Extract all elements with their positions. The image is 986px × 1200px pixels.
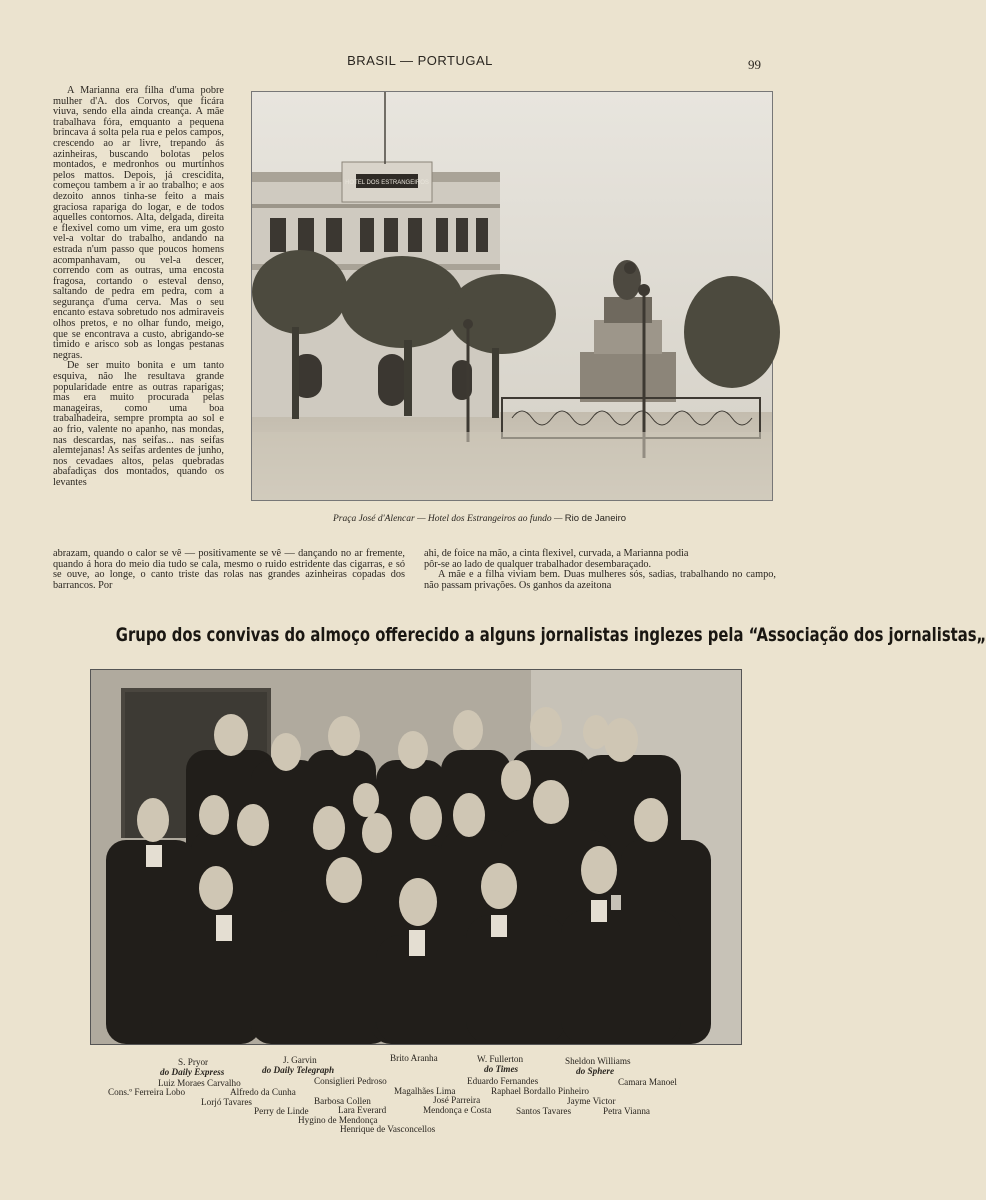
person-name: Santos Tavares	[516, 1106, 572, 1116]
article-continuation-left: abrazam, quando o calor se vê — positivamente se vê — dançando no ar fremente, quando á hora do meio dia tudo se cala, mesmo o ruido estridente das cigarras, e só se ouve, ao longe, o canto triste das rolas nas grandes azinheiras copadas dos barrancos. Por	[53, 548, 405, 591]
photo-caption	[333, 513, 763, 524]
article-continuation-right	[424, 549, 776, 591]
group-photo-headline: Grupo dos convivas do almoço offerecido a alguns jornalistas inglezes pela “Associação dos jornalistas„	[115, 624, 986, 646]
person-name: Eduardo Fernandes	[467, 1076, 539, 1086]
running-title: BRASIL — PORTUGAL	[347, 53, 493, 68]
hotel-sign: HOTEL DOS ESTRANGEIROS	[345, 180, 429, 186]
person-name: S. Pryor	[178, 1057, 209, 1067]
person-name: Raphael Bordallo Pinheiro	[491, 1086, 589, 1096]
affiliation-text: do Daily Telegraph	[262, 1065, 335, 1075]
hotel-photo	[251, 91, 773, 501]
person-name: Mendonça e Costa	[423, 1105, 492, 1115]
article-paragraph: De ser muito bonita e um tanto esquiva, não lhe resultava grande popularidade entre as outras raparigas; mas era muito procurada pelas manageiras, como uma boa trabalhadeira, sempre prompta ao sol e ao frio, valente no apanho, nas mondas, nas descardas, nas seifas... nas seifas alemtejanas! As seifas ardentes de junho, nos cevadaes altos, pelas quebradas abafadiças dos montados, quando os levantes	[53, 360, 224, 488]
person-name: Barbosa Collen	[314, 1096, 371, 1106]
person-name: Petra Vianna	[603, 1106, 650, 1116]
person-name: Lorjó Tavares	[201, 1097, 252, 1107]
caption-text: Praça José d'Alencar — Hotel dos Estrangeiros ao fundo —	[333, 514, 563, 524]
affiliation-text: do Daily Express	[160, 1067, 225, 1077]
affiliation-text: do Sphere	[576, 1066, 615, 1076]
group-photo	[90, 669, 742, 1045]
caption-place: Rio de Janeiro	[564, 513, 627, 524]
person-name: Hygino de Mendonça	[298, 1115, 378, 1125]
person-name: Henrique de Vasconcellos	[340, 1124, 436, 1134]
person-name: Brito Aranha	[390, 1053, 438, 1063]
person-name: Magalhães Lima	[394, 1086, 456, 1096]
person-affiliation	[484, 1064, 518, 1074]
page-number: 99	[748, 57, 761, 72]
person-name: Cons.º Ferreira Lobo	[108, 1087, 186, 1097]
person-affiliation	[262, 1065, 334, 1075]
affiliation-text: do Times	[484, 1064, 519, 1074]
person-name: Camara Manoel	[618, 1077, 677, 1087]
person-name: J. Garvin	[283, 1055, 317, 1065]
person-name: Luiz Moraes Carvalho	[158, 1078, 241, 1088]
person-name: José Parreira	[433, 1095, 481, 1105]
article-column-left	[53, 86, 224, 489]
person-name: Sheldon Williams	[565, 1056, 631, 1066]
person-name: Alfredo da Cunha	[230, 1087, 296, 1097]
person-name: Perry de Linde	[254, 1106, 309, 1116]
person-name: W. Fullerton	[477, 1054, 524, 1064]
article-line: pôr-se ao lado de qualquer trabalhador desembaraçado.	[424, 558, 652, 570]
person-name: Lara Everard	[338, 1105, 387, 1115]
article-line: A mãe e a filha viviam bem. Duas mulheres sós, sadias, trabalhando no campo, não passam privações. Os ganhos da azeitona	[424, 569, 776, 591]
article-paragraph: A Marianna era filha d'uma pobre mulher d'A. dos Corvos, que ficára viuva, sendo ella ainda creança. A mãe trabalhava fóra, emquanto a pequena brincava á solta pela rua e pelos campos, crescendo ao ar livre, trepando ás azinheiras, buscando bolotas pelos montados, e medronhos ou murtinhos pelos mattos. Depois, já crescidita, começou tambem a ir ao trabalho; e aos dezoito annos tinha-se feito a mais graciosa rapariga do logar, e de todos aquelles contornos. Alta, delgada, direita e flexivel como um vime, era um gosto vel-a voltar do trabalho, andando na estrada n'um passo que poucos homens acompanhavam, ou vel-a descer, correndo com as outras, uma encosta fragosa, cortando o esteval denso, saltando de pedra em pedra, com a segurança d'uma cerva. Mas o seu encanto estava sobretudo nos admiraveis olhos pretos, e no olhar fundo, meigo, que se encontrava a custo, abrigando-se timido e arisco sob as longas pestanas negras.	[53, 85, 224, 361]
person-affiliation	[160, 1067, 224, 1077]
person-affiliation	[576, 1066, 614, 1076]
article-line: ahi, de foice na mão, a cinta flexivel, curvada, a Marianna podia	[424, 548, 689, 559]
person-name: Consiglieri Pedroso	[314, 1076, 387, 1086]
person-name: Jayme Victor	[567, 1096, 616, 1106]
